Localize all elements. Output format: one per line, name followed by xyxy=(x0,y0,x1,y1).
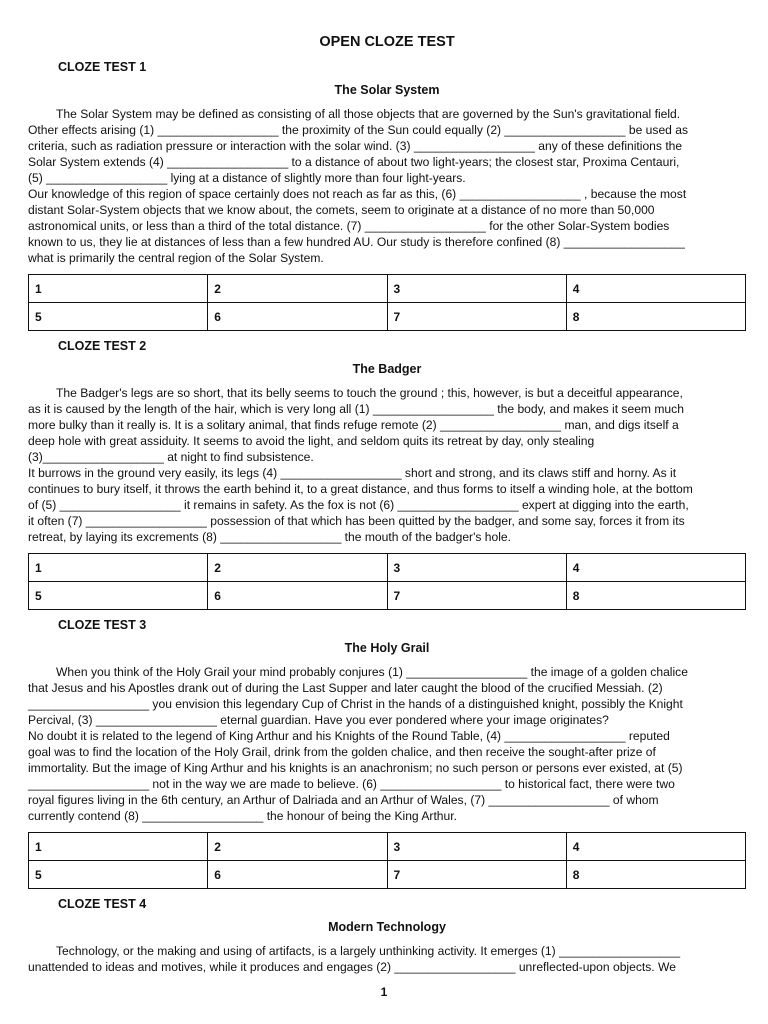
answer-cell[interactable]: 8 xyxy=(566,303,745,331)
answer-cell[interactable]: 7 xyxy=(387,861,566,889)
answer-cell[interactable]: 2 xyxy=(208,275,387,303)
answer-grid xyxy=(28,553,746,610)
paragraph: No doubt it is related to the legend of King Arthur and his Knights of the Round Table, (4) __________________ reputed goal was to find the location of the Holy Grail, drink from the golden chalice, and then receive the sought-after prize of immortality. But the image of King Arthur and his knights is an anachronism; no such person or persons ever existed, at (5) __________________ not in the way we are made to believe. (6) __________________ to historical fact, there were two royal figures living in the 6th century, an Arthur of Dalriada and an Arthur of Wales, (7) __________________ of whom currently contend (8) __________________ the honour of being the King Arthur. xyxy=(28,729,683,823)
test-title: The Holy Grail xyxy=(344,641,430,655)
cloze-test-3 xyxy=(28,618,746,889)
test-heading: CLOZE TEST 1 xyxy=(58,60,147,74)
test-title: Modern Technology xyxy=(328,920,446,934)
answer-cell[interactable]: 2 xyxy=(208,833,387,861)
paragraph: When you think of the Holy Grail your mind probably conjures (1) __________________ the image of a golden chalice that Jesus and his Apostles drank out of during the Last Supper and later caught the blood of the crucified Messiah. (2) __________________ you envision this legendary Cup of Christ in the hands of a distinguished knight, possibly the Knight Percival, (3) __________________ eternal guardian. Have you ever pondered where your image originates? xyxy=(28,665,688,727)
paragraph: Our knowledge of this region of space certainly does not reach as far as this, (6) __________________ , because the most distant Solar-System objects that we know about, the comets, seem to originate at a distance of no more than 50,000 astronomical units, or less than a third of the total distance. (7) __________________ for the other Solar-System bodies known to us, they lie at distances of less than a few hundred AU. Our study is therefore confined (8) __________________ what is primarily the central region of the Solar System. xyxy=(28,187,687,265)
paragraph: It burrows in the ground very easily, its legs (4) __________________ short and strong, and its claws stiff and horny. As it continues to bury itself, it throws the earth behind it, to a great distance, and thus forms to itself a winding hole, at the bottom of (5) __________________ it remains in safety. As the fox is not (6) __________________ expert at digging into the earth, it often (7) __________________ possession of that which has been quitted by the badger, and some say, forces it from its retreat, by laying its excrements (8) __________________ the mouth of the badger's hole. xyxy=(28,466,693,544)
answer-cell[interactable]: 4 xyxy=(566,554,745,582)
answer-cell[interactable]: 5 xyxy=(29,582,208,610)
answer-cell[interactable]: 1 xyxy=(29,554,208,582)
answer-cell[interactable]: 8 xyxy=(566,582,745,610)
answer-cell[interactable]: 3 xyxy=(387,275,566,303)
answer-cell[interactable]: 7 xyxy=(387,303,566,331)
answer-grid xyxy=(28,274,746,331)
answer-cell[interactable]: 1 xyxy=(29,833,208,861)
page-number: 1 xyxy=(380,985,388,999)
cloze-test-2 xyxy=(28,339,746,610)
cloze-test-1 xyxy=(28,60,746,331)
test-title: The Solar System xyxy=(334,83,440,97)
test-heading: CLOZE TEST 4 xyxy=(58,897,147,911)
answer-cell[interactable]: 8 xyxy=(566,861,745,889)
answer-cell[interactable]: 5 xyxy=(29,303,208,331)
answer-cell[interactable]: 2 xyxy=(208,554,387,582)
answer-cell[interactable]: 4 xyxy=(566,833,745,861)
paragraph: The Solar System may be defined as consisting of all those objects that are governed by the Sun's gravitational field. Other effects arising (1) __________________ the proximity of the Sun could equally (2) __________________ be used as criteria, such as radiation pressure or interaction with the solar wind. (3) __________________ any of these definitions the Solar System extends (4) __________________ to a distance of about two light-years; the closest star, Proxima Centauri, (5) __________________ lying at a distance of slightly more than four light-years. xyxy=(28,107,689,185)
answer-cell[interactable]: 1 xyxy=(29,275,208,303)
test-heading: CLOZE TEST 2 xyxy=(58,339,147,353)
test-heading: CLOZE TEST 3 xyxy=(58,618,147,632)
document-title: OPEN CLOZE TEST xyxy=(319,34,455,50)
answer-grid xyxy=(28,832,746,889)
answer-cell[interactable]: 5 xyxy=(29,861,208,889)
answer-cell[interactable]: 7 xyxy=(387,582,566,610)
answer-cell[interactable]: 6 xyxy=(208,861,387,889)
document-page xyxy=(28,28,746,981)
cloze-test-4 xyxy=(28,897,746,975)
answer-cell[interactable]: 6 xyxy=(208,303,387,331)
paragraph: The Badger's legs are so short, that its belly seems to touch the ground ; this, however, is but a deceitful appearance, as it is caused by the length of the hair, which is very long all (1) __________________ the body, and makes it seem much more bulky than it really is. It is a solitary animal, that finds refuge remote (2) __________________ man, and digs itself a deep hole with great assiduity. It seems to avoid the light, and seldom quits its retreat by day, only stealing (3)__________________ at night to find subsistence. xyxy=(28,386,684,464)
answer-cell[interactable]: 6 xyxy=(208,582,387,610)
test-title: The Badger xyxy=(352,362,422,376)
answer-cell[interactable]: 3 xyxy=(387,833,566,861)
answer-cell[interactable]: 4 xyxy=(566,275,745,303)
paragraph: Technology, or the making and using of artifacts, is a largely unthinking activity. It emerges (1) __________________ unattended to ideas and motives, while it produces and engages (2) __________________ unreflected-upon objects. We xyxy=(28,944,681,974)
answer-cell[interactable]: 3 xyxy=(387,554,566,582)
